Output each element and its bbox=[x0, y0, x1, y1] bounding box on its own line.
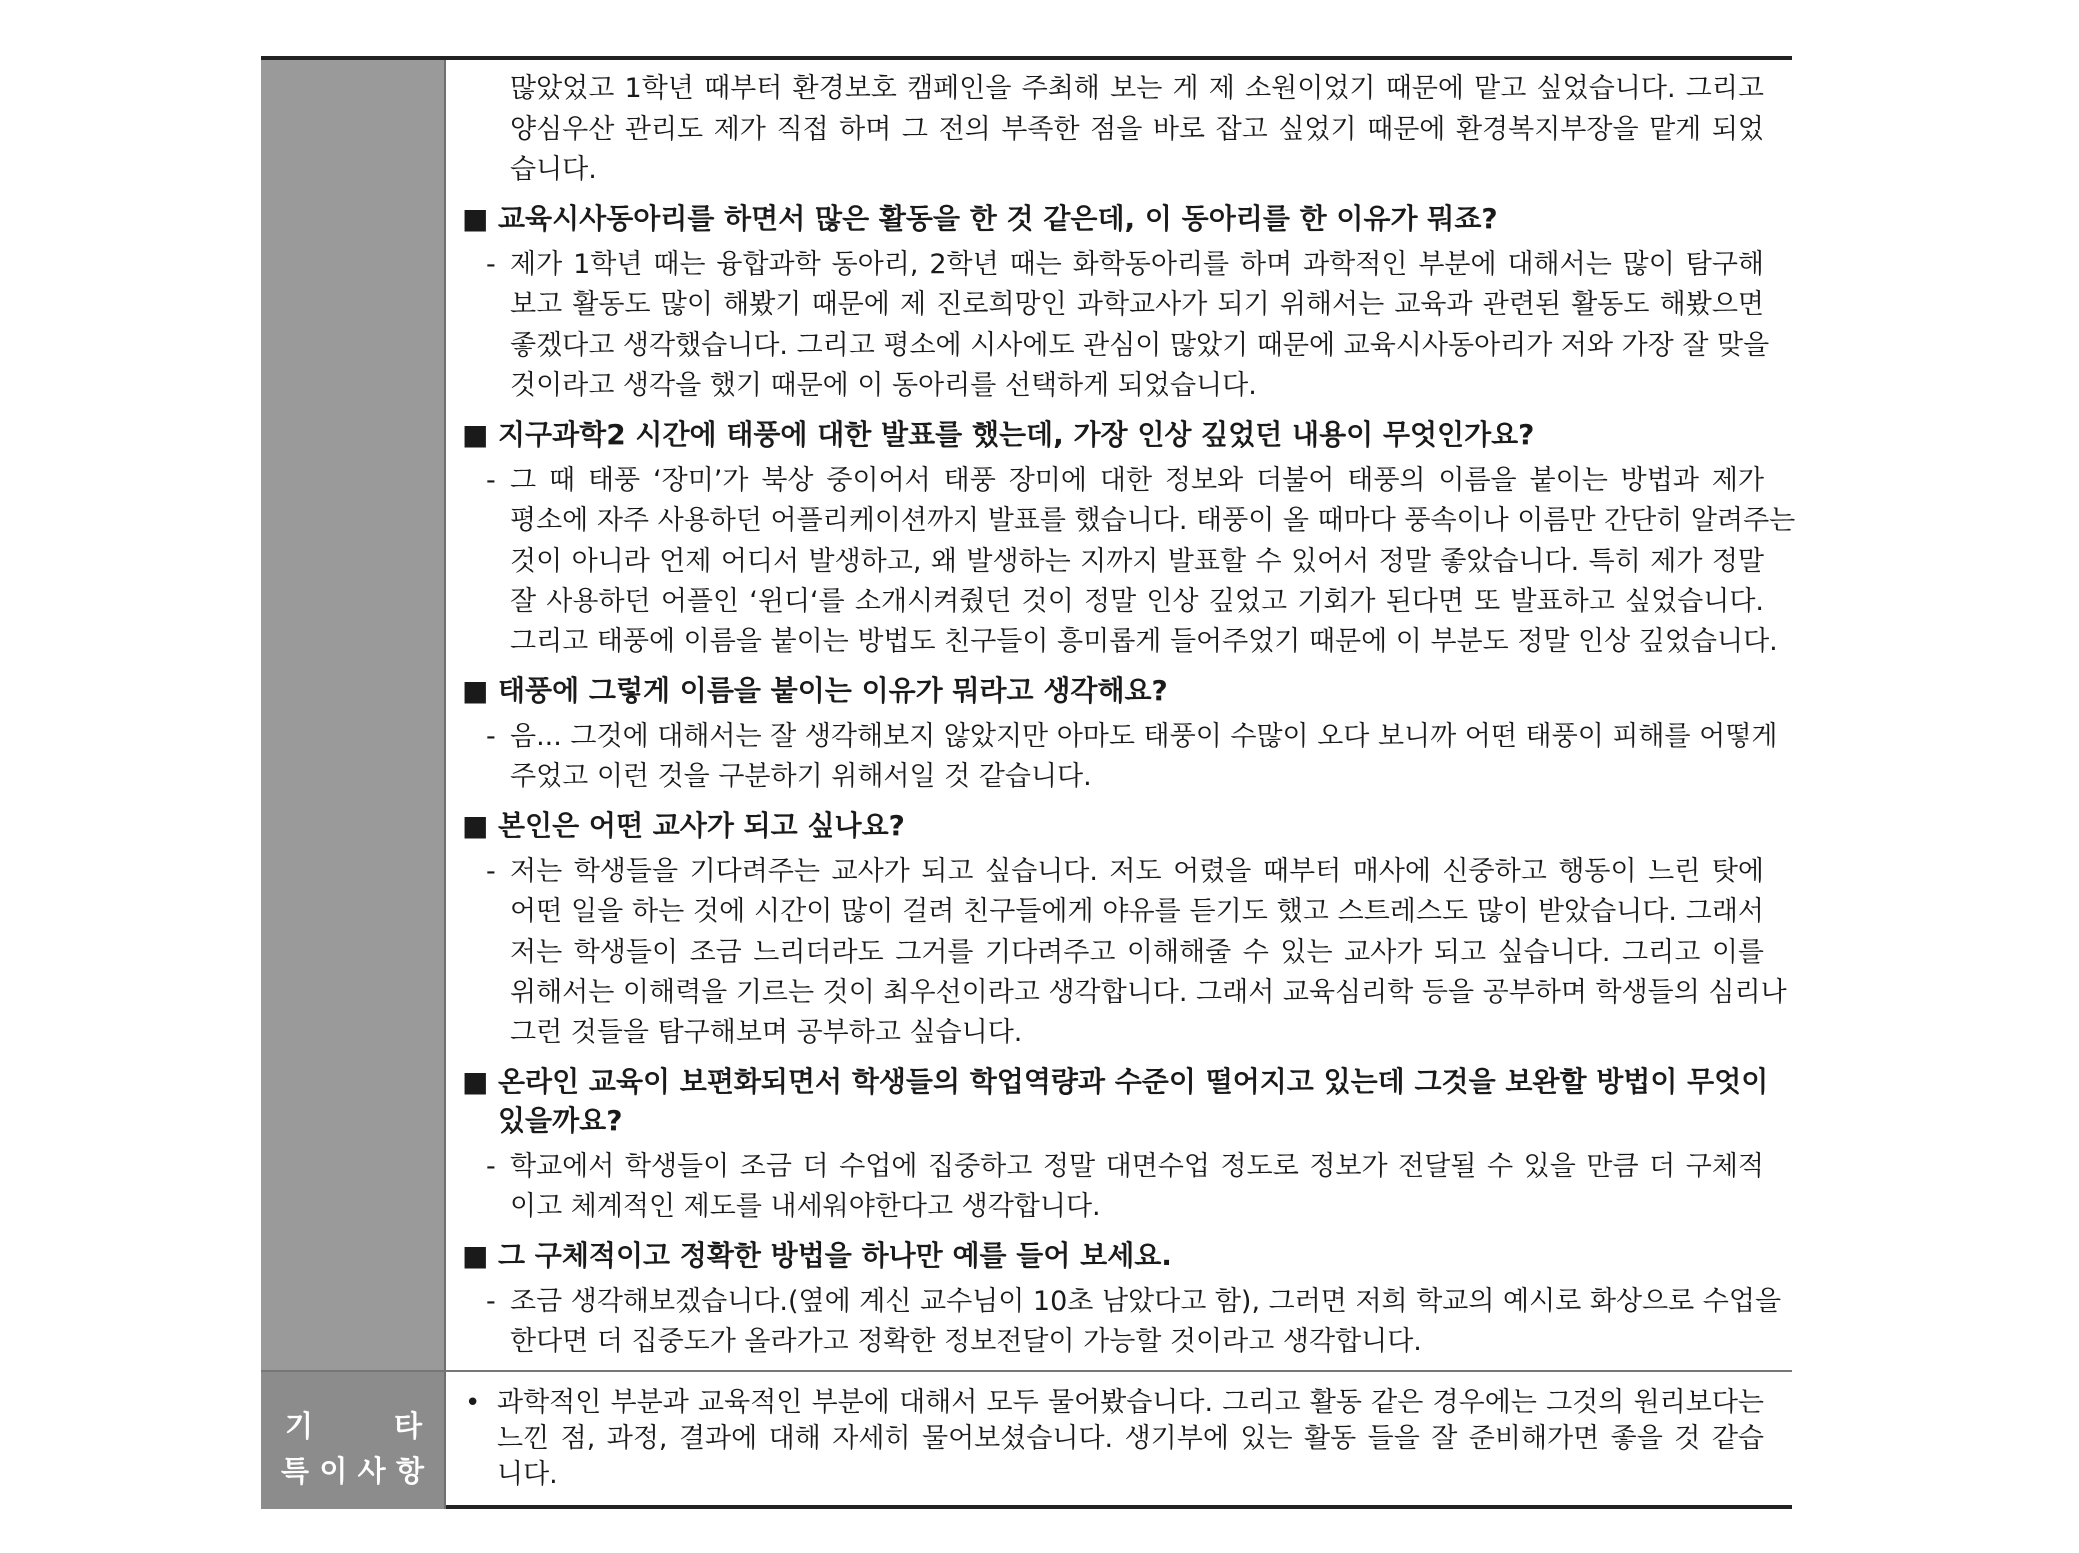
answer-line: 위해서는 이해력을 기르는 것이 최우선이라고 생각합니다. 그래서 교육심리학 등을 공부하며 학생들의 심리나 bbox=[510, 977, 1787, 1008]
answer-line: 그 때 태풍 ‘장미’가 북상 중이어서 태풍 장미에 대한 정보와 더불어 태풍의 이름을 붙이는 방법과 제가 bbox=[510, 465, 1764, 496]
answer-line: 보고 활동도 많이 해봤기 때문에 제 진로희망인 과학교사가 되기 위해서는 교육과 관련된 활동도 해봤으면 bbox=[510, 289, 1764, 320]
remarks-label-char: 특 bbox=[281, 1454, 310, 1488]
question bbox=[462, 418, 1764, 452]
remarks-line: 니다. bbox=[497, 1459, 558, 1490]
remarks-label-char: 이 bbox=[319, 1454, 348, 1488]
square-bullet-icon: ■ bbox=[462, 674, 489, 707]
answer-line: 제가 1학년 때는 융합과학 동아리, 2학년 때는 화학동아리를 하며 과학적인 부분에 대해서는 많이 탐구해 bbox=[510, 249, 1764, 280]
dash-icon: - bbox=[486, 465, 496, 496]
answer-line: 저는 학생들을 기다려주는 교사가 되고 싶습니다. 저도 어렸을 때부터 매사에 신중하고 행동이 느린 탓에 bbox=[510, 856, 1764, 887]
answer-line: 한다면 더 집중도가 올라가고 정확한 정보전달이 가능할 것이라고 생각합니다. bbox=[510, 1326, 1422, 1357]
remarks-label-char: 타 bbox=[393, 1409, 422, 1443]
intro-line: 양심우산 관리도 제가 직접 하며 그 전의 부족한 점을 바로 잡고 싶었기 때문에 환경복지부장을 맡게 되었 bbox=[510, 114, 1764, 145]
question-text: 있을까요? bbox=[498, 1104, 623, 1137]
remarks-label-line2 bbox=[281, 1449, 424, 1490]
answer-line: 음... 그것에 대해서는 잘 생각해보지 않았지만 아마도 태풍이 수많이 오다 보니까 어떤 태풍이 피해를 어떻게 bbox=[510, 721, 1778, 752]
answer-line: 저는 학생들이 조금 느리더라도 그거를 기다려주고 이해해줄 수 있는 교사가 되고 싶습니다. 그리고 이를 bbox=[510, 937, 1764, 968]
answer-line: 이고 체계적인 제도를 내세워야한다고 생각합니다. bbox=[510, 1191, 1101, 1222]
answer-line: 그리고 태풍에 이름을 붙이는 방법도 친구들이 흥미롭게 들어주었기 때문에 이 부분도 정말 인상 깊었습니다. bbox=[510, 626, 1778, 657]
square-bullet-icon: ■ bbox=[462, 418, 489, 451]
remarks-line: 느낀 점, 과정, 결과에 대해 자세히 물어보셨습니다. 생기부에 있는 활동 들을 잘 준비해가면 좋을 것 같습 bbox=[497, 1423, 1764, 1454]
remarks-label-cell bbox=[261, 1372, 446, 1509]
remarks-label-char: 기 bbox=[285, 1409, 314, 1443]
answer-line: 것이라고 생각을 했기 때문에 이 동아리를 선택하게 되었습니다. bbox=[510, 370, 1257, 401]
square-bullet-icon: ■ bbox=[462, 202, 489, 235]
answer-line: 잘 사용하던 어플인 ‘윈디‘를 소개시켜줬던 것이 정말 인상 깊었고 기회가 된다면 또 발표하고 싶었습니다. bbox=[510, 586, 1764, 617]
question-text: 지구과학2 시간에 태풍에 대한 발표를 했는데, 가장 인상 깊었던 내용이 무엇인가요? bbox=[498, 418, 1535, 451]
answer-line: 학교에서 학생들이 조금 더 수업에 집중하고 정말 대면수업 정도로 정보가 전달될 수 있을 만큼 더 구체적 bbox=[510, 1151, 1764, 1182]
remarks-label-char: 항 bbox=[395, 1454, 424, 1488]
answer-line: 그런 것들을 탐구해보며 공부하고 싶습니다. bbox=[510, 1017, 1023, 1048]
answer-line: 주었고 이런 것을 구분하기 위해서일 것 같습니다. bbox=[510, 761, 1092, 792]
square-bullet-icon: ■ bbox=[462, 1239, 489, 1272]
intro-line: 습니다. bbox=[510, 154, 597, 185]
answer-line: 것이 아니라 언제 어디서 발생하고, 왜 발생하는 지까지 발표할 수 있어서 정말 좋았습니다. 특히 제가 정말 bbox=[510, 546, 1764, 577]
remarks-label-char: 사 bbox=[357, 1454, 386, 1488]
question-text: 교육시사동아리를 하면서 많은 활동을 한 것 같은데, 이 동아리를 한 이유가 뭐죠? bbox=[498, 202, 1498, 235]
square-bullet-icon: ■ bbox=[462, 809, 489, 842]
square-bullet-icon: ■ bbox=[462, 1065, 489, 1098]
answer-line: 조금 생각해보겠습니다.(옆에 계신 교수님이 10초 남았다고 함), 그러면 저희 학교의 예시로 화상으로 수업을 bbox=[510, 1286, 1782, 1317]
intro-line: 많았었고 1학년 때부터 환경보호 캠페인을 주최해 보는 게 제 소원이었기 때문에 맡고 싶었습니다. 그리고 bbox=[510, 73, 1764, 104]
answer-line: 어떤 일을 하는 것에 시간이 많이 걸려 친구들에게 야유를 듣기도 했고 스트레스도 많이 받았습니다. 그래서 bbox=[510, 896, 1764, 927]
dash-icon: - bbox=[486, 1151, 496, 1182]
question bbox=[462, 1065, 1769, 1099]
dash-icon: - bbox=[486, 249, 496, 280]
question bbox=[462, 202, 1764, 236]
question bbox=[462, 674, 1764, 708]
question-text: 그 구체적이고 정확한 방법을 하나만 예를 들어 보세요. bbox=[498, 1239, 1172, 1272]
dash-icon: - bbox=[486, 721, 496, 752]
question bbox=[462, 1104, 1764, 1138]
remarks-label-line1 bbox=[285, 1404, 422, 1445]
dash-icon: - bbox=[486, 1286, 496, 1317]
interview-label-cell bbox=[261, 60, 446, 1370]
question-text: 본인은 어떤 교사가 되고 싶나요? bbox=[498, 809, 905, 842]
answer-line: 좋겠다고 생각했습니다. 그리고 평소에 시사에도 관심이 많았기 때문에 교육시사동아리가 저와 가장 잘 맞을 bbox=[510, 330, 1770, 361]
answer-line: 평소에 자주 사용하던 어플리케이션까지 발표를 했습니다. 태풍이 올 때마다 풍속이나 이름만 간단히 알려주는 bbox=[510, 505, 1796, 536]
question-text: 온라인 교육이 보편화되면서 학생들의 학업역량과 수준이 떨어지고 있는데 그것을 보완할 방법이 무엇이 bbox=[498, 1065, 1769, 1098]
dot-bullet-icon: • bbox=[465, 1388, 481, 1418]
question bbox=[462, 809, 1764, 843]
dash-icon: - bbox=[486, 856, 496, 887]
question bbox=[462, 1239, 1764, 1273]
question-text: 태풍에 그렇게 이름을 붙이는 이유가 뭐라고 생각해요? bbox=[498, 674, 1168, 707]
remarks-line: 과학적인 부분과 교육적인 부분에 대해서 모두 물어봤습니다. 그리고 활동 같은 경우에는 그것의 원리보다는 bbox=[497, 1387, 1764, 1418]
